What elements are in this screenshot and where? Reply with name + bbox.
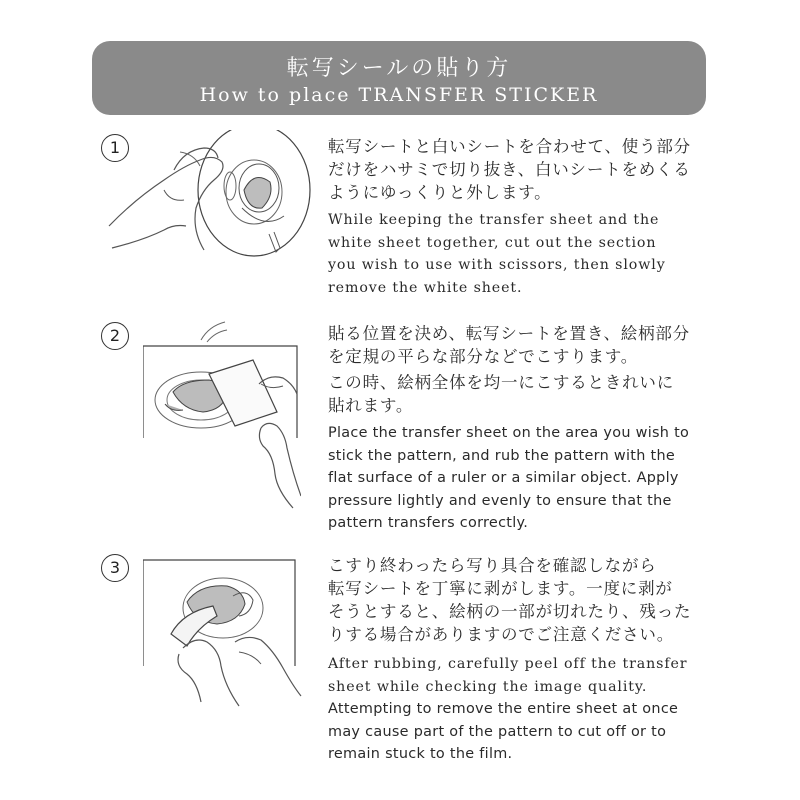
title-english: How to place TRANSFER STICKER: [199, 84, 599, 106]
step-1-jp-line: ようにゆっくりと外します。: [328, 183, 552, 202]
step-2-illustration: [143, 314, 301, 510]
step-1-en-line: white sheet together, cut out the section: [328, 234, 657, 251]
step-2-en: [328, 422, 712, 535]
title-banner: [92, 41, 706, 115]
step-1-en-line: remove the white sheet.: [328, 279, 523, 296]
step-2-jp-line: を定規の平らな部分などでこすります。: [328, 347, 639, 366]
step-2-jp-line: 貼る位置を決め、転写シートを置き、絵柄部分: [328, 324, 690, 343]
step-3-jp-line: こすり終わったら写り具合を確認しながら: [328, 556, 657, 575]
step-1-jp: [328, 135, 712, 204]
title-japanese: 転写シールの貼り方: [286, 56, 512, 81]
step-3-number: 3: [101, 554, 129, 582]
step-1-number: 1: [101, 134, 129, 162]
step-3-illustration: [143, 556, 303, 712]
step-1-jp-line: 転写シートと白いシートを合わせて、使う部分: [328, 137, 691, 156]
step-3-en: [328, 653, 712, 766]
step-3-jp-line: そうとすると、絵柄の一部が切れたり、残った: [328, 602, 692, 621]
step-2-jp-note: [328, 371, 712, 417]
step-2-number: 2: [101, 322, 129, 350]
step-1-illustration: [104, 130, 316, 270]
step-1-text: [328, 135, 712, 299]
step-3-en-line: may cause part of the pattern to cut off or to: [328, 723, 667, 740]
step-2-text: [328, 322, 712, 535]
step-3-en-line: remain stuck to the film.: [328, 746, 513, 763]
step-3-text: [328, 554, 712, 766]
step-2-jp-note-line: この時、絵柄全体を均一にこするときれいに: [328, 373, 674, 392]
step-1-en-line: you wish to use with scissors, then slowly: [328, 257, 666, 274]
step-3-en-line: Attempting to remove the entire sheet at once: [328, 701, 679, 718]
step-3-en-line: After rubbing, carefully peel off the transfer: [328, 656, 688, 672]
step-2-jp-note-line: 貼れます。: [328, 396, 414, 415]
step-2-en-line: pattern transfers correctly.: [328, 515, 529, 532]
step-2-en-line: flat surface of a ruler or a similar object. Apply: [328, 470, 679, 487]
step-1-jp-line: だけをハサミで切り抜き、白いシートをめくる: [328, 160, 691, 179]
step-1-en-line: While keeping the transfer sheet and the: [328, 212, 660, 228]
step-3-jp-line: りする場合がありますのでご注意ください。: [328, 625, 674, 644]
step-3-jp-line: 転写シートを丁寧に剥がします。一度に剥が: [328, 579, 673, 598]
step-1-en: [328, 209, 712, 299]
step-3-en-line: sheet while checking the image quality.: [328, 678, 648, 695]
step-2-en-line: stick the pattern, and rub the pattern with the: [328, 447, 676, 464]
step-2-jp: [328, 322, 712, 368]
step-2-en-line: pressure lightly and evenly to ensure that the: [328, 492, 672, 509]
step-2-en-line: Place the transfer sheet on the area you wish to: [328, 425, 690, 441]
step-3-jp: [328, 554, 712, 646]
